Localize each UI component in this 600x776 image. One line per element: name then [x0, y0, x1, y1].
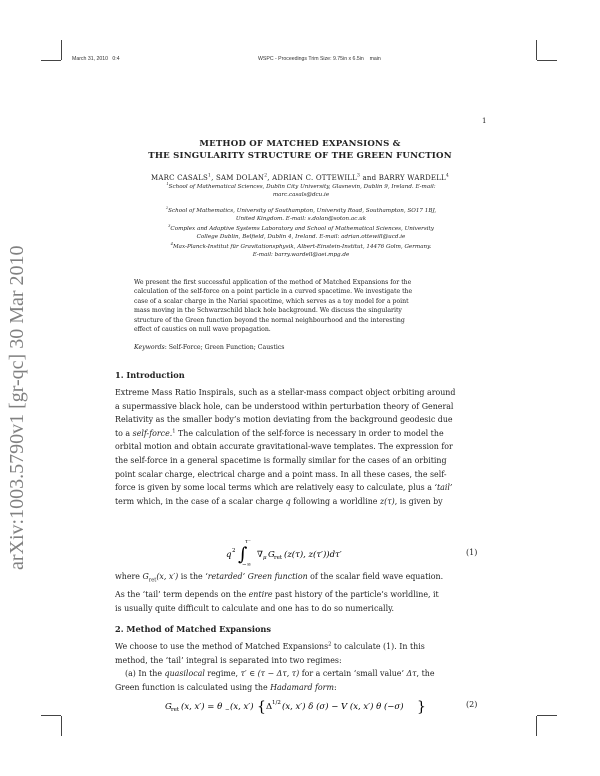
- body-line: a supermassive black hole, can be understood within perturbation theory of General: [115, 401, 454, 411]
- author-name: MARC CASALS: [151, 174, 208, 182]
- author-sup: 4: [445, 173, 449, 179]
- svg-text:(x, x′) = θ: (x, x′) = θ: [181, 702, 223, 712]
- citation[interactable]: 2: [328, 641, 332, 648]
- abstract-line: calculation of the self-force on a point particle in a curved spacetime. We investigate the: [134, 288, 413, 296]
- affiliation-number: 3: [168, 224, 171, 229]
- svg-text:−∞: −∞: [242, 562, 252, 568]
- text-run: ‘retarded’ Green function: [205, 572, 308, 581]
- affiliation-line: College Dublin, Belfield, Dublin 4, Ireland. E-mail: adrian.ottewill@ucd.ie: [196, 233, 406, 240]
- text-run: where: [115, 572, 143, 581]
- equation-1-number: (1): [466, 548, 478, 557]
- affiliation-line: Complex and Adaptive Systems Laboratory and School of Mathematical Sciences, University: [170, 226, 434, 232]
- section-heading: 2. Method of Matched Expansions: [115, 624, 271, 634]
- text-run: :: [333, 682, 337, 692]
- svg-text:ret: ret: [274, 555, 283, 561]
- section-body: [115, 570, 486, 615]
- svg-text:(z(τ), z(τ′))dτ′: (z(τ), z(τ′))dτ′: [284, 550, 342, 560]
- paper-title-line1: METHOD OF MATCHED EXPANSIONS &: [199, 139, 401, 149]
- text-run: , is given by: [394, 496, 443, 506]
- affiliation-number: 1: [166, 182, 169, 187]
- text-run: ‘tail’: [434, 483, 453, 493]
- affiliation-line: United Kingdom. E-mail: s.dolan@soton.ac.uk: [235, 215, 367, 222]
- body-line: the self-force in a general spacetime is formally similar for the cases of an orbiting: [115, 455, 447, 465]
- svg-text:(x, x′) δ (σ) − V (x, x′) θ (−: (x, x′) δ (σ) − V (x, x′) θ (−σ): [282, 702, 404, 712]
- body-line: [115, 588, 486, 602]
- equation-1-render: [226, 534, 366, 568]
- text-run: for a certain ‘small value’: [299, 669, 407, 679]
- author-name: SAM DOLAN: [215, 174, 265, 182]
- crop-mark: [536, 716, 537, 736]
- affiliation-number: 2: [165, 206, 169, 211]
- section-body: [115, 386, 486, 508]
- body-line: orbital motion and obtain accurate gravitational-wave templates. The expression for: [115, 442, 453, 452]
- text-run: to calculate (1). In this: [331, 642, 425, 651]
- text-run: We choose to use the method of Matched Expansions: [115, 642, 329, 651]
- svg-text:q: q: [226, 550, 232, 560]
- crop-mark: [61, 40, 62, 60]
- crop-mark: [41, 715, 61, 716]
- abstract-line: We present the first successful application of the method of Matched Expansions for the: [134, 279, 412, 286]
- crop-mark: [61, 716, 62, 736]
- text-run: The calculation of the self-force is necessary in order to model the: [175, 428, 444, 438]
- text-run: following a worldline: [290, 496, 380, 506]
- text-run: force is given by some local terms which are relatively easy to calculate, plus a: [115, 483, 435, 493]
- author-and: and: [362, 174, 377, 182]
- author-name: ADRIAN C. OTTEWILL: [272, 174, 357, 182]
- text-run: self-force: [132, 428, 170, 438]
- text-run: to a: [115, 428, 133, 438]
- author-sup: 2: [264, 173, 268, 179]
- body-line: Extreme Mass Ratio Inspirals, such as a stellar-mass compact object orbiting around: [115, 388, 456, 397]
- text-run: term which, in the case of a scalar charge: [115, 496, 286, 506]
- equation-2-render: [165, 695, 435, 717]
- text-run: τ′ ∈ (τ − Δτ, τ): [240, 669, 300, 679]
- body-line: method, the ‘tail’ integral is separated into two regimes:: [115, 655, 342, 665]
- crop-mark: [537, 715, 557, 716]
- affiliation-number: 4: [170, 242, 173, 247]
- crop-mark: [536, 40, 537, 60]
- body-line: [115, 570, 486, 588]
- body-line: [115, 667, 486, 681]
- text-run: As the ‘tail’ term depends on the: [115, 590, 249, 600]
- paper-title-line2: THE SINGULARITY STRUCTURE OF THE GREEN FUNCTION: [148, 151, 452, 161]
- header-proceedings: WSPC - Proceedings Trim Size: 9.75in x 6.5in: [258, 56, 364, 62]
- text-run: regime,: [204, 669, 241, 679]
- equation-2: [165, 695, 435, 717]
- citation[interactable]: 1: [172, 428, 176, 435]
- svg-text:1/2: 1/2: [272, 700, 281, 706]
- affiliation-line: E-mail: barry.wardell@aei.mpg.de: [252, 251, 350, 258]
- header-file: main: [369, 56, 381, 62]
- crop-mark: [537, 60, 557, 61]
- svg-text:G: G: [268, 550, 275, 560]
- affiliation-line: Max-Planck-Institut für Gravitationsphysik, Albert-Einstein-Institut, 14476 Golm, Germany.: [172, 244, 432, 250]
- text-run: of the scalar field wave equation.: [307, 572, 444, 581]
- body-line: point scalar charge, electrical charge and a point mass. In all these cases, the self-: [115, 469, 447, 479]
- header-time: 0:4: [112, 56, 120, 62]
- affiliation-line: School of Mathematics, University of Southampton, University Road, Southampton, SO17 1BJ,: [168, 208, 437, 214]
- body-line: [115, 481, 486, 495]
- text-run: is the: [178, 572, 206, 581]
- author-list: [0, 174, 600, 182]
- running-header-proceedings: [258, 56, 381, 62]
- text-run: G: [142, 572, 149, 581]
- author-sup: 1: [207, 173, 212, 179]
- text-run: ret: [148, 577, 157, 584]
- body-line: is usually quite difficult to calculate and one has to do so numerically.: [115, 603, 395, 613]
- affiliation: [116, 184, 486, 199]
- svg-text:ret: ret: [171, 707, 180, 713]
- abstract-line: mass moving in the Schwarzschild black hole background. We discuss the singularity: [134, 307, 402, 315]
- body-line: [115, 681, 486, 695]
- affiliation-line: marc.casals@dcu.ie: [272, 191, 330, 198]
- svg-text:−: −: [225, 707, 230, 713]
- text-run: z(τ): [380, 496, 395, 506]
- svg-text:Δ: Δ: [266, 702, 273, 712]
- text-run: Green function is calculated using the: [115, 682, 271, 692]
- arxiv-stamp[interactable]: arXiv:1003.5790v1 [gr-qc] 30 Mar 2010: [6, 245, 28, 570]
- svg-text:}: }: [417, 699, 426, 715]
- text-run: Δτ: [406, 669, 417, 679]
- text-run: , the: [416, 669, 435, 679]
- abstract: [134, 278, 466, 334]
- keywords-label: Keywords: [134, 344, 165, 351]
- svg-text:2: 2: [232, 548, 236, 554]
- keywords: [134, 344, 284, 351]
- text-run: q: [285, 496, 291, 506]
- svg-text:τ⁻: τ⁻: [245, 539, 251, 545]
- author-sup: 3: [357, 173, 361, 179]
- abstract-line: case of a scalar charge in the Nariai spacetime, which serves as a toy model for a point: [134, 297, 409, 305]
- section-body: [115, 640, 486, 694]
- author-separator: ,: [211, 174, 214, 182]
- body-line: [115, 495, 486, 509]
- header-date: March 31, 2010: [72, 56, 109, 62]
- svg-text:{: {: [257, 699, 266, 715]
- text-run: quasilocal: [164, 669, 205, 679]
- page-number: 1: [482, 117, 487, 125]
- text-run: (x, x′): [156, 572, 179, 581]
- keywords-list: : Self-Force; Green Function; Caustics: [164, 344, 285, 351]
- running-header-date: [72, 56, 120, 62]
- equation-1: [226, 534, 366, 568]
- affiliation-line: School of Mathematical Sciences, Dublin City University, Glasnevin, Dublin 9, Ireland. E-mail:: [168, 184, 436, 190]
- affiliation: [116, 208, 486, 223]
- svg-text:G: G: [165, 702, 172, 712]
- svg-text:∇: ∇: [257, 550, 263, 560]
- body-line: [115, 640, 486, 654]
- author-separator: ,: [267, 174, 270, 182]
- svg-text:(x, x′): (x, x′): [230, 702, 254, 712]
- equation-2-number: (2): [466, 700, 478, 709]
- text-run: past history of the particle’s worldline, it: [272, 590, 439, 600]
- crop-mark: [41, 60, 61, 61]
- abstract-line: effect of caustics on null wave propagation.: [134, 326, 271, 334]
- affiliation: [116, 244, 486, 259]
- affiliation: [116, 226, 486, 241]
- body-line: to a self-force.$^1$ The calculation of the self-force is necessary in order to model the: [115, 428, 444, 438]
- svg-text:∫: ∫: [238, 544, 248, 565]
- body-line: Relativity as the smaller body’s motion deviating from the background geodesic due: [115, 415, 453, 425]
- abstract-line: structure of the Green function beyond the normal neighbourhood and the interesting: [134, 316, 405, 324]
- svg-text:μ: μ: [263, 555, 267, 561]
- section-heading: 1. Introduction: [115, 370, 185, 380]
- author-name: BARRY WARDELL: [378, 174, 446, 182]
- text-run: Hadamard form: [270, 682, 334, 692]
- text-run: (a) In the: [125, 669, 165, 679]
- text-run: entire: [248, 590, 273, 600]
